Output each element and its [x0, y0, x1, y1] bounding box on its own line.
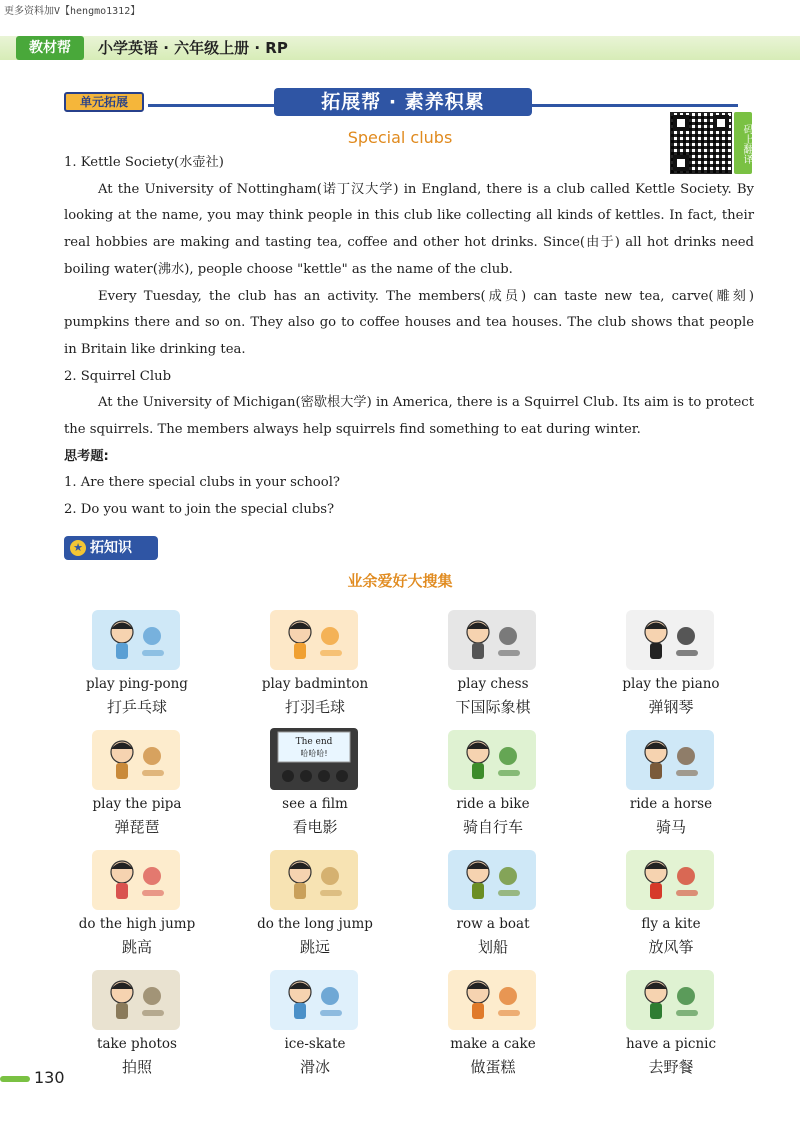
book-title: 小学英语 · 六年级上册 · RP	[98, 39, 288, 57]
hobby-item	[48, 958, 226, 1078]
hobby-english: make a cake	[450, 1036, 536, 1052]
hobby-chinese: 骑自行车	[462, 818, 523, 836]
hobby-item	[226, 838, 404, 958]
club1-heading: 1. Kettle Society(水壶社)	[64, 155, 224, 170]
club1-paragraph-2: Every Tuesday, the club has an activity. The members(成员) can taste new tea, carve(雕刻) pumpkins there and so on. They also go to coffee houses and tea houses. The club shows that people in Britain like drinking tea.	[64, 288, 754, 357]
hobby-chinese: 跳高	[121, 938, 152, 956]
article-body	[64, 150, 754, 524]
hobby-item	[48, 598, 226, 718]
hobby-english: row a boat	[456, 916, 530, 932]
hobby-chinese: 去野餐	[648, 1058, 694, 1076]
footer-bar	[0, 1076, 30, 1082]
hobby-chinese: 打乒乓球	[106, 698, 167, 716]
camera-picture	[88, 962, 184, 1034]
long-jump-picture	[266, 842, 362, 914]
unit-tag: 单元拓展	[64, 92, 144, 112]
hobby-english: have a picnic	[625, 1036, 717, 1052]
hobby-chinese: 弹琵琶	[114, 818, 160, 836]
hobby-english: take photos	[97, 1036, 177, 1052]
knowledge-tag-label: 拓知识	[90, 540, 132, 556]
hobby-chinese: 看电影	[292, 818, 338, 836]
page-number: 130	[34, 1068, 65, 1087]
cake-picture	[444, 962, 540, 1034]
hobby-english: fly a kite	[641, 916, 701, 932]
article-title: Special clubs	[347, 128, 453, 147]
qr-caption: 码上翻译	[734, 112, 752, 174]
hobby-item	[582, 958, 760, 1078]
section-banner: 拓展帮 · 素养积累	[274, 88, 532, 116]
questions-heading: 思考题:	[64, 448, 109, 464]
hobby-chinese: 做蛋糕	[470, 1058, 516, 1076]
ping-pong-picture	[88, 602, 184, 674]
hobby-item	[582, 598, 760, 718]
hobby-item	[582, 718, 760, 838]
hobby-grid	[48, 598, 760, 1078]
hobby-item	[404, 598, 582, 718]
high-jump-picture	[88, 842, 184, 914]
hobby-english: see a film	[282, 796, 348, 812]
ice-skate-picture	[266, 962, 362, 1034]
badminton-picture	[266, 602, 362, 674]
brand-label: 教材帮	[16, 36, 84, 60]
knowledge-tag	[64, 536, 158, 560]
club1-paragraph-1: At the University of Nottingham(诺丁汉大学) in England, there is a club called Kettle Society. By looking at the name, you may think people in this club like collecting all kinds of kettles. In fact, their real hobbies are making and tasting tea, coffee and other hot drinks. Since(由于) all hot drinks need boiling water(沸水), people choose "kettle" as the name of the club.	[64, 181, 754, 277]
question-2: 2. Do you want to join the special clubs?	[64, 502, 335, 518]
svg-text:哈哈哈!: 哈哈哈!	[300, 749, 328, 758]
hobby-chinese: 放风筝	[648, 938, 694, 956]
hobby-english: ride a bike	[456, 796, 530, 812]
question-1: 1. Are there special clubs in your school?	[64, 475, 340, 491]
hobby-item	[48, 718, 226, 838]
chess-picture	[444, 602, 540, 674]
hobby-chinese: 骑马	[655, 818, 686, 836]
star-icon: ★	[70, 540, 86, 556]
club2-paragraph: At the University of Michigan(密歇根大学) in America, there is a Squirrel Club. Its aim is to protect the squirrels. The members always help squirrels find something to eat during winter.	[64, 395, 754, 438]
kite-picture	[622, 842, 718, 914]
svg-text:The end: The end	[295, 737, 333, 747]
hobby-chinese: 滑冰	[299, 1058, 330, 1076]
top-note: 更多资料加V【hengmo1312】	[4, 6, 141, 17]
pipa-picture	[88, 722, 184, 794]
hobby-collection-title: 业余爱好大搜集	[347, 572, 453, 590]
hobby-english: play ping-pong	[86, 676, 188, 692]
hobby-chinese: 拍照	[121, 1058, 152, 1076]
hobby-chinese: 划船	[477, 938, 508, 956]
bike-picture	[444, 722, 540, 794]
hobby-chinese: 弹钢琴	[648, 698, 694, 716]
hobby-english: play the pipa	[92, 796, 182, 812]
hobby-item	[404, 958, 582, 1078]
film-picture	[266, 722, 362, 794]
hobby-english: play the piano	[622, 676, 720, 692]
hobby-item	[226, 958, 404, 1078]
hobby-english: ride a horse	[629, 796, 713, 812]
hobby-english: do the high jump	[78, 916, 196, 932]
hobby-english: ice-skate	[284, 1036, 346, 1052]
club2-heading: 2. Squirrel Club	[64, 368, 172, 384]
piano-picture	[622, 602, 718, 674]
hobby-chinese: 下国际象棋	[455, 698, 531, 716]
hobby-item	[404, 718, 582, 838]
hobby-english: do the long jump	[257, 916, 373, 932]
horse-picture	[622, 722, 718, 794]
hobby-english: play chess	[457, 676, 529, 692]
boat-picture	[444, 842, 540, 914]
picnic-picture	[622, 962, 718, 1034]
hobby-chinese: 跳远	[299, 938, 330, 956]
hobby-item	[404, 838, 582, 958]
hobby-item	[226, 718, 404, 838]
hobby-item	[582, 838, 760, 958]
hobby-item	[226, 598, 404, 718]
hobby-chinese: 打羽毛球	[284, 698, 345, 716]
hobby-item	[48, 838, 226, 958]
hobby-english: play badminton	[261, 676, 369, 692]
